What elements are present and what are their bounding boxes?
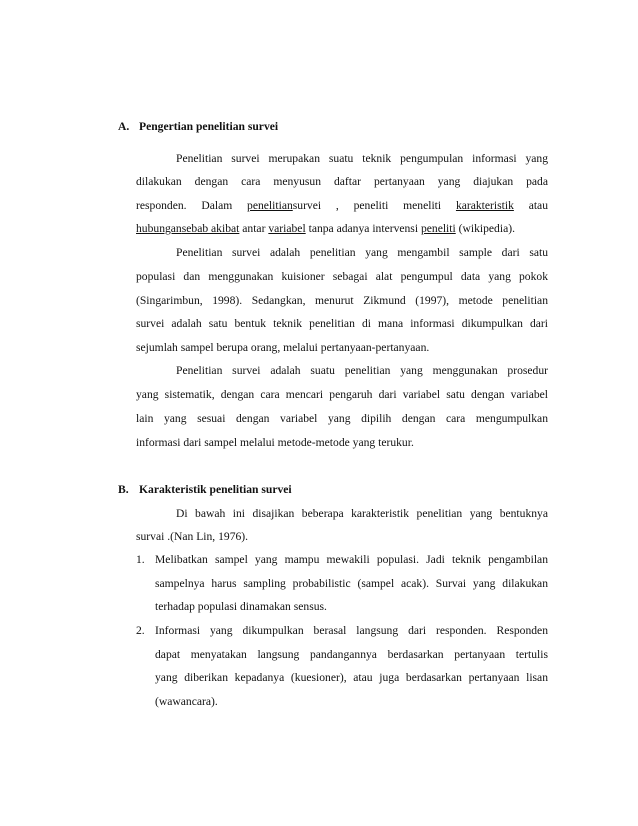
text-line: sampelnya harus sampling probabilistic (sampel acak). Survai yang dilakukan	[155, 577, 548, 590]
text-line: populasi dan menggunakan kuisioner sebagai alat pengumpul data yang pokok	[136, 270, 548, 283]
text-line: Di bawah ini disajikan beberapa karakteristik penelitian yang bentuknya	[176, 507, 548, 520]
text-line: informasi dari sampel melalui metode-metode yang terukur.	[136, 436, 414, 449]
text-span: (wikipedia).	[458, 222, 515, 235]
link-hubungan[interactable]: hubungan	[136, 222, 182, 235]
text-line: Informasi yang dikumpulkan berasal langsung dari responden. Responden	[155, 624, 548, 637]
text-line: survei adalah satu bentuk teknik penelitian di mana informasi dikumpulkan dari	[136, 317, 548, 330]
text-line: yang sistematik, dengan cara mencari pengaruh dari variabel satu dengan variabel	[136, 388, 548, 401]
link-sebab-akibat[interactable]: sebab akibat	[181, 222, 240, 235]
text-line: dilakukan dengan cara menyusun daftar pertanyaan yang diajukan pada	[136, 175, 548, 188]
text-line: Penelitian survei merupakan suatu teknik pengumpulan informasi yang	[176, 152, 548, 165]
text-span: atau	[528, 199, 548, 212]
text-line	[136, 199, 548, 213]
text-line	[136, 222, 548, 236]
list-marker: 1.	[136, 553, 145, 566]
section-a-title: Pengertian penelitian survei	[139, 120, 279, 133]
text-line: terhadap populasi dinamakan sensus.	[155, 600, 327, 613]
text-span: tanpa adanya intervensi	[308, 222, 419, 235]
list-marker: 2.	[136, 624, 145, 637]
text-line: survai .(Nan Lin, 1976).	[136, 530, 249, 543]
section-a-number: A.	[118, 120, 130, 133]
section-b-number: B.	[118, 483, 129, 496]
link-variabel[interactable]: variabel	[268, 222, 306, 235]
link-peneliti[interactable]: peneliti	[420, 222, 456, 235]
text-line: sejumlah sampel berupa orang, melalui pertanyaan-pertanyaan.	[136, 341, 430, 354]
text-line: lain yang sesuai dengan variabel yang dipilih dengan cara mengumpulkan	[136, 412, 548, 425]
text-line: yang diberikan kepadanya (kuesioner), atau juga berdasarkan pertanyaan lisan	[155, 671, 548, 684]
text-span: responden. Dalam	[136, 199, 233, 212]
text-line: (Singarimbun, 1998). Sedangkan, menurut Zikmund (1997), metode penelitian	[136, 294, 548, 307]
text-line: Penelitian survei adalah penelitian yang mengambil sample dari satu	[176, 246, 548, 259]
text-span: antar	[242, 222, 266, 235]
text-line: (wawancara).	[155, 695, 218, 708]
link-karakteristik[interactable]: karakteristik	[455, 199, 514, 212]
text-span: survei , peneliti meneliti	[292, 199, 442, 212]
text-line: dapat menyatakan langsung pandangannya berdasarkan pertanyaan tertulis	[155, 648, 548, 661]
link-penelitian[interactable]: penelitian	[247, 199, 293, 212]
section-b-title: Karakteristik penelitian survei	[139, 483, 292, 496]
text-line: Penelitian survei adalah suatu penelitian yang menggunakan prosedur	[176, 364, 548, 377]
text-line: Melibatkan sampel yang mampu mewakili populasi. Jadi teknik pengambilan	[155, 553, 548, 566]
